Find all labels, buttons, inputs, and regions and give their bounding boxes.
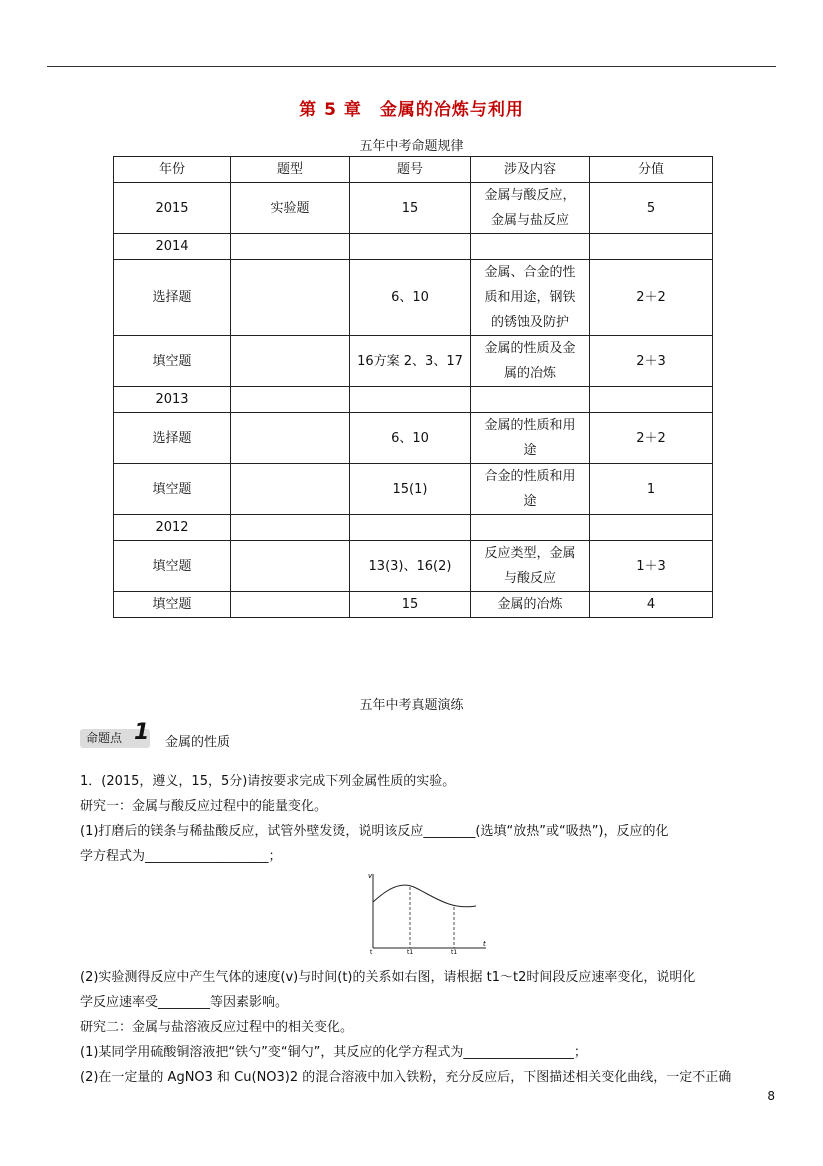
table-cell: 选择题 [114, 260, 231, 336]
table-title: 五年中考命题规律 [359, 139, 464, 154]
table-cell [471, 234, 590, 260]
table-cell: 2014 [114, 234, 231, 260]
table-row [114, 336, 713, 387]
table-cell: 2＋2 [590, 413, 713, 464]
page-number: 8 [767, 1089, 775, 1103]
topic-tag-number: 1 [134, 720, 150, 745]
table-cell: 4 [590, 592, 713, 618]
table-cell [231, 336, 350, 387]
table-header-cell: 题号 [350, 157, 471, 183]
table-cell: 填空题 [114, 592, 231, 618]
table-row [114, 387, 713, 413]
table-cell [231, 387, 350, 413]
x-label: t [483, 940, 486, 948]
table-cell [350, 387, 471, 413]
table-row [114, 234, 713, 260]
table-header-cell: 年份 [114, 157, 231, 183]
table-cell: 15 [350, 592, 471, 618]
table-cell [231, 413, 350, 464]
table-cell: 2015 [114, 183, 231, 234]
topic-tag [80, 720, 150, 748]
table-cell: 6、10 [350, 413, 471, 464]
question-line: (2)实验测得反应中产生气体的速度(v)与时间(t)的关系如右图，请根据 t1～t2时间段反应速率变化，说明化 [80, 970, 696, 985]
table-row [114, 515, 713, 541]
table-row [114, 183, 713, 234]
table-cell: 实验题 [231, 183, 350, 234]
header-rule [47, 66, 776, 67]
topic-tag-label: 命题点 [86, 731, 123, 745]
table-cell: 金属、合金的性 质和用途，钢铁 的锈蚀及防护 [471, 260, 590, 336]
table-cell [231, 234, 350, 260]
table-cell: 合金的性质和用 途 [471, 464, 590, 515]
table-cell: 15 [350, 183, 471, 234]
table-header-cell: 题型 [231, 157, 350, 183]
table-cell: 1 [590, 464, 713, 515]
table-cell [231, 464, 350, 515]
exam-pattern-table [113, 156, 713, 618]
table-cell: 填空题 [114, 336, 231, 387]
table-cell: 2013 [114, 387, 231, 413]
table-cell: 13(3)、16(2) [350, 541, 471, 592]
table-header-row [114, 157, 713, 183]
table-cell [231, 260, 350, 336]
question-line: 研究二：金属与盐溶液反应过程中的相关变化。 [80, 1020, 354, 1035]
rate-time-graph [366, 870, 491, 955]
table-cell [590, 515, 713, 541]
table-cell [231, 541, 350, 592]
table-row [114, 464, 713, 515]
table-cell: 1＋3 [590, 541, 713, 592]
tick-label: t1 [451, 949, 458, 955]
question-line: 学反应速率受________等因素影响。 [80, 995, 289, 1010]
question-line: (1)某同学用硫酸铜溶液把“铁勺”变“铜勺”，其反应的化学方程式为_________________； [80, 1045, 587, 1060]
table-cell: 选择题 [114, 413, 231, 464]
table-cell [231, 515, 350, 541]
table-cell: 6、10 [350, 260, 471, 336]
table-cell: 15(1) [350, 464, 471, 515]
table-cell: 金属的性质及金 属的冶炼 [471, 336, 590, 387]
question-line: (2)在一定量的 AgNO3 和 Cu(NO3)2 的混合溶液中加入铁粉，充分反应后，下图描述相关变化曲线，一定不正确 [80, 1070, 732, 1085]
table-cell [471, 387, 590, 413]
table-cell [231, 592, 350, 618]
table-cell [471, 515, 590, 541]
table-row [114, 592, 713, 618]
table-cell: 16方案 2、3、17 [350, 336, 471, 387]
question-line: 学方程式为___________________； [80, 849, 282, 864]
table-header-cell: 涉及内容 [471, 157, 590, 183]
question-line: 研究一：金属与酸反应过程中的能量变化。 [80, 799, 328, 814]
topic-title: 金属的性质 [165, 735, 231, 750]
tick-label: t [370, 949, 373, 955]
table-cell [590, 387, 713, 413]
table-cell [350, 234, 471, 260]
table-row [114, 541, 713, 592]
section-title: 五年中考真题演练 [359, 698, 464, 713]
table-cell: 金属的性质和用 途 [471, 413, 590, 464]
table-cell: 2＋3 [590, 336, 713, 387]
rate-curve [373, 885, 476, 907]
table-cell: 2012 [114, 515, 231, 541]
table-cell: 反应类型，金属 与酸反应 [471, 541, 590, 592]
question-line: 1．(2015，遵义，15，5分)请按要求完成下列金属性质的实验。 [80, 774, 456, 789]
tick-label: t1 [407, 949, 414, 955]
question-line: (1)打磨后的镁条与稀盐酸反应，试管外壁发烫，说明该反应________(选填“放热”或“吸热”)，反应的化 [80, 824, 669, 839]
table-cell: 填空题 [114, 464, 231, 515]
y-label: v [368, 872, 373, 880]
table-cell [590, 234, 713, 260]
table-cell: 金属的冶炼 [471, 592, 590, 618]
table-cell [350, 515, 471, 541]
table-row [114, 260, 713, 336]
table-row [114, 413, 713, 464]
table-cell: 填空题 [114, 541, 231, 592]
table-cell: 5 [590, 183, 713, 234]
table-cell: 2＋2 [590, 260, 713, 336]
table-cell: 金属与酸反应， 金属与盐反应 [471, 183, 590, 234]
chapter-title: 第 5 章 金属的冶炼与利用 [299, 100, 524, 120]
table-header-cell: 分值 [590, 157, 713, 183]
